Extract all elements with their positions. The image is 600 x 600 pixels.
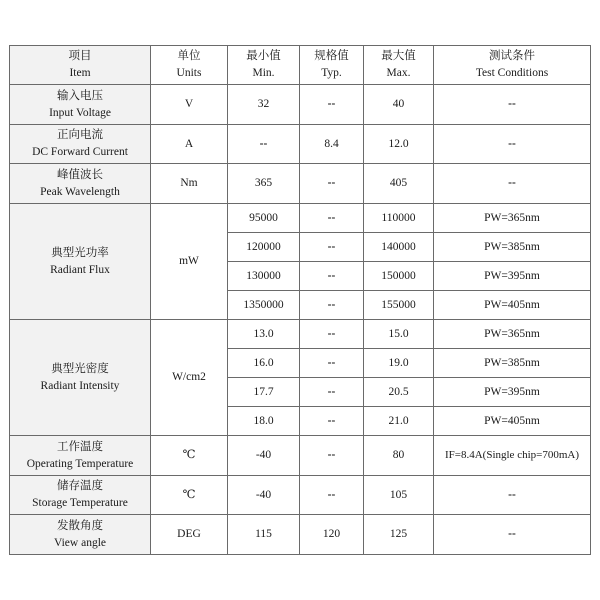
max-cell: 15.0 bbox=[364, 320, 434, 349]
typ-cell: -- bbox=[300, 85, 364, 125]
typ-cell: -- bbox=[300, 436, 364, 476]
param-label: 典型光密度 Radiant Intensity bbox=[10, 320, 151, 436]
header-item: 项目 Item bbox=[10, 46, 151, 85]
row-storage-temperature bbox=[10, 476, 591, 515]
min-cell: 32 bbox=[228, 85, 300, 125]
condition-cell: PW=365nm bbox=[434, 204, 591, 233]
max-cell: 140000 bbox=[364, 233, 434, 262]
unit-cell: ℃ bbox=[151, 436, 228, 476]
max-cell: 110000 bbox=[364, 204, 434, 233]
row-forward-current bbox=[10, 125, 591, 164]
unit-cell: W/cm2 bbox=[151, 320, 228, 436]
unit-cell: V bbox=[151, 85, 228, 125]
max-cell: 405 bbox=[364, 164, 434, 204]
row-radiant-flux bbox=[10, 204, 591, 233]
max-cell: 150000 bbox=[364, 262, 434, 291]
min-cell: 120000 bbox=[228, 233, 300, 262]
header-row bbox=[10, 46, 591, 85]
min-cell: 95000 bbox=[228, 204, 300, 233]
min-cell: -40 bbox=[228, 476, 300, 515]
max-cell: 105 bbox=[364, 476, 434, 515]
condition-cell: PW=395nm bbox=[434, 378, 591, 407]
header-unit: 单位 Units bbox=[151, 46, 228, 85]
condition-cell: PW=395nm bbox=[434, 262, 591, 291]
spec-table bbox=[9, 45, 591, 555]
min-cell: 365 bbox=[228, 164, 300, 204]
unit-cell: mW bbox=[151, 204, 228, 320]
condition-cell: -- bbox=[434, 164, 591, 204]
condition-cell: PW=365nm bbox=[434, 320, 591, 349]
min-cell: -- bbox=[228, 125, 300, 164]
row-peak-wavelength bbox=[10, 164, 591, 204]
param-label: 典型光功率 Radiant Flux bbox=[10, 204, 151, 320]
condition-cell: IF=8.4A(Single chip=700mA) bbox=[434, 436, 591, 476]
condition-cell: PW=385nm bbox=[434, 349, 591, 378]
condition-cell: PW=385nm bbox=[434, 233, 591, 262]
row-radiant-intensity bbox=[10, 320, 591, 349]
min-cell: 115 bbox=[228, 515, 300, 555]
max-cell: 155000 bbox=[364, 291, 434, 320]
max-cell: 125 bbox=[364, 515, 434, 555]
typ-cell: -- bbox=[300, 378, 364, 407]
min-cell: 16.0 bbox=[228, 349, 300, 378]
condition-cell: -- bbox=[434, 476, 591, 515]
param-label: 输入电压 Input Voltage bbox=[10, 85, 151, 125]
condition-cell: -- bbox=[434, 515, 591, 555]
row-view-angle bbox=[10, 515, 591, 555]
min-cell: -40 bbox=[228, 436, 300, 476]
max-cell: 80 bbox=[364, 436, 434, 476]
typ-cell: -- bbox=[300, 407, 364, 436]
unit-cell: A bbox=[151, 125, 228, 164]
header-conditions: 测试条件 Test Conditions bbox=[434, 46, 591, 85]
unit-cell: ℃ bbox=[151, 476, 228, 515]
min-cell: 17.7 bbox=[228, 378, 300, 407]
typ-cell: -- bbox=[300, 349, 364, 378]
typ-cell: -- bbox=[300, 320, 364, 349]
row-operating-temperature bbox=[10, 436, 591, 476]
condition-cell: PW=405nm bbox=[434, 407, 591, 436]
typ-cell: 8.4 bbox=[300, 125, 364, 164]
header-min: 最小值 Min. bbox=[228, 46, 300, 85]
unit-cell: Nm bbox=[151, 164, 228, 204]
min-cell: 18.0 bbox=[228, 407, 300, 436]
typ-cell: -- bbox=[300, 262, 364, 291]
min-cell: 13.0 bbox=[228, 320, 300, 349]
typ-cell: -- bbox=[300, 476, 364, 515]
header-max: 最大值 Max. bbox=[364, 46, 434, 85]
condition-cell: -- bbox=[434, 85, 591, 125]
param-label: 储存温度 Storage Temperature bbox=[10, 476, 151, 515]
row-input-voltage bbox=[10, 85, 591, 125]
typ-cell: -- bbox=[300, 204, 364, 233]
typ-cell: -- bbox=[300, 164, 364, 204]
max-cell: 21.0 bbox=[364, 407, 434, 436]
condition-cell: -- bbox=[434, 125, 591, 164]
unit-cell: DEG bbox=[151, 515, 228, 555]
max-cell: 40 bbox=[364, 85, 434, 125]
header-typ: 规格值 Typ. bbox=[300, 46, 364, 85]
min-cell: 130000 bbox=[228, 262, 300, 291]
typ-cell: 120 bbox=[300, 515, 364, 555]
min-cell: 1350000 bbox=[228, 291, 300, 320]
param-label: 正向电流 DC Forward Current bbox=[10, 125, 151, 164]
max-cell: 19.0 bbox=[364, 349, 434, 378]
typ-cell: -- bbox=[300, 233, 364, 262]
condition-cell: PW=405nm bbox=[434, 291, 591, 320]
max-cell: 20.5 bbox=[364, 378, 434, 407]
param-label: 发散角度 View angle bbox=[10, 515, 151, 555]
max-cell: 12.0 bbox=[364, 125, 434, 164]
typ-cell: -- bbox=[300, 291, 364, 320]
param-label: 工作温度 Operating Temperature bbox=[10, 436, 151, 476]
param-label: 峰值波长 Peak Wavelength bbox=[10, 164, 151, 204]
